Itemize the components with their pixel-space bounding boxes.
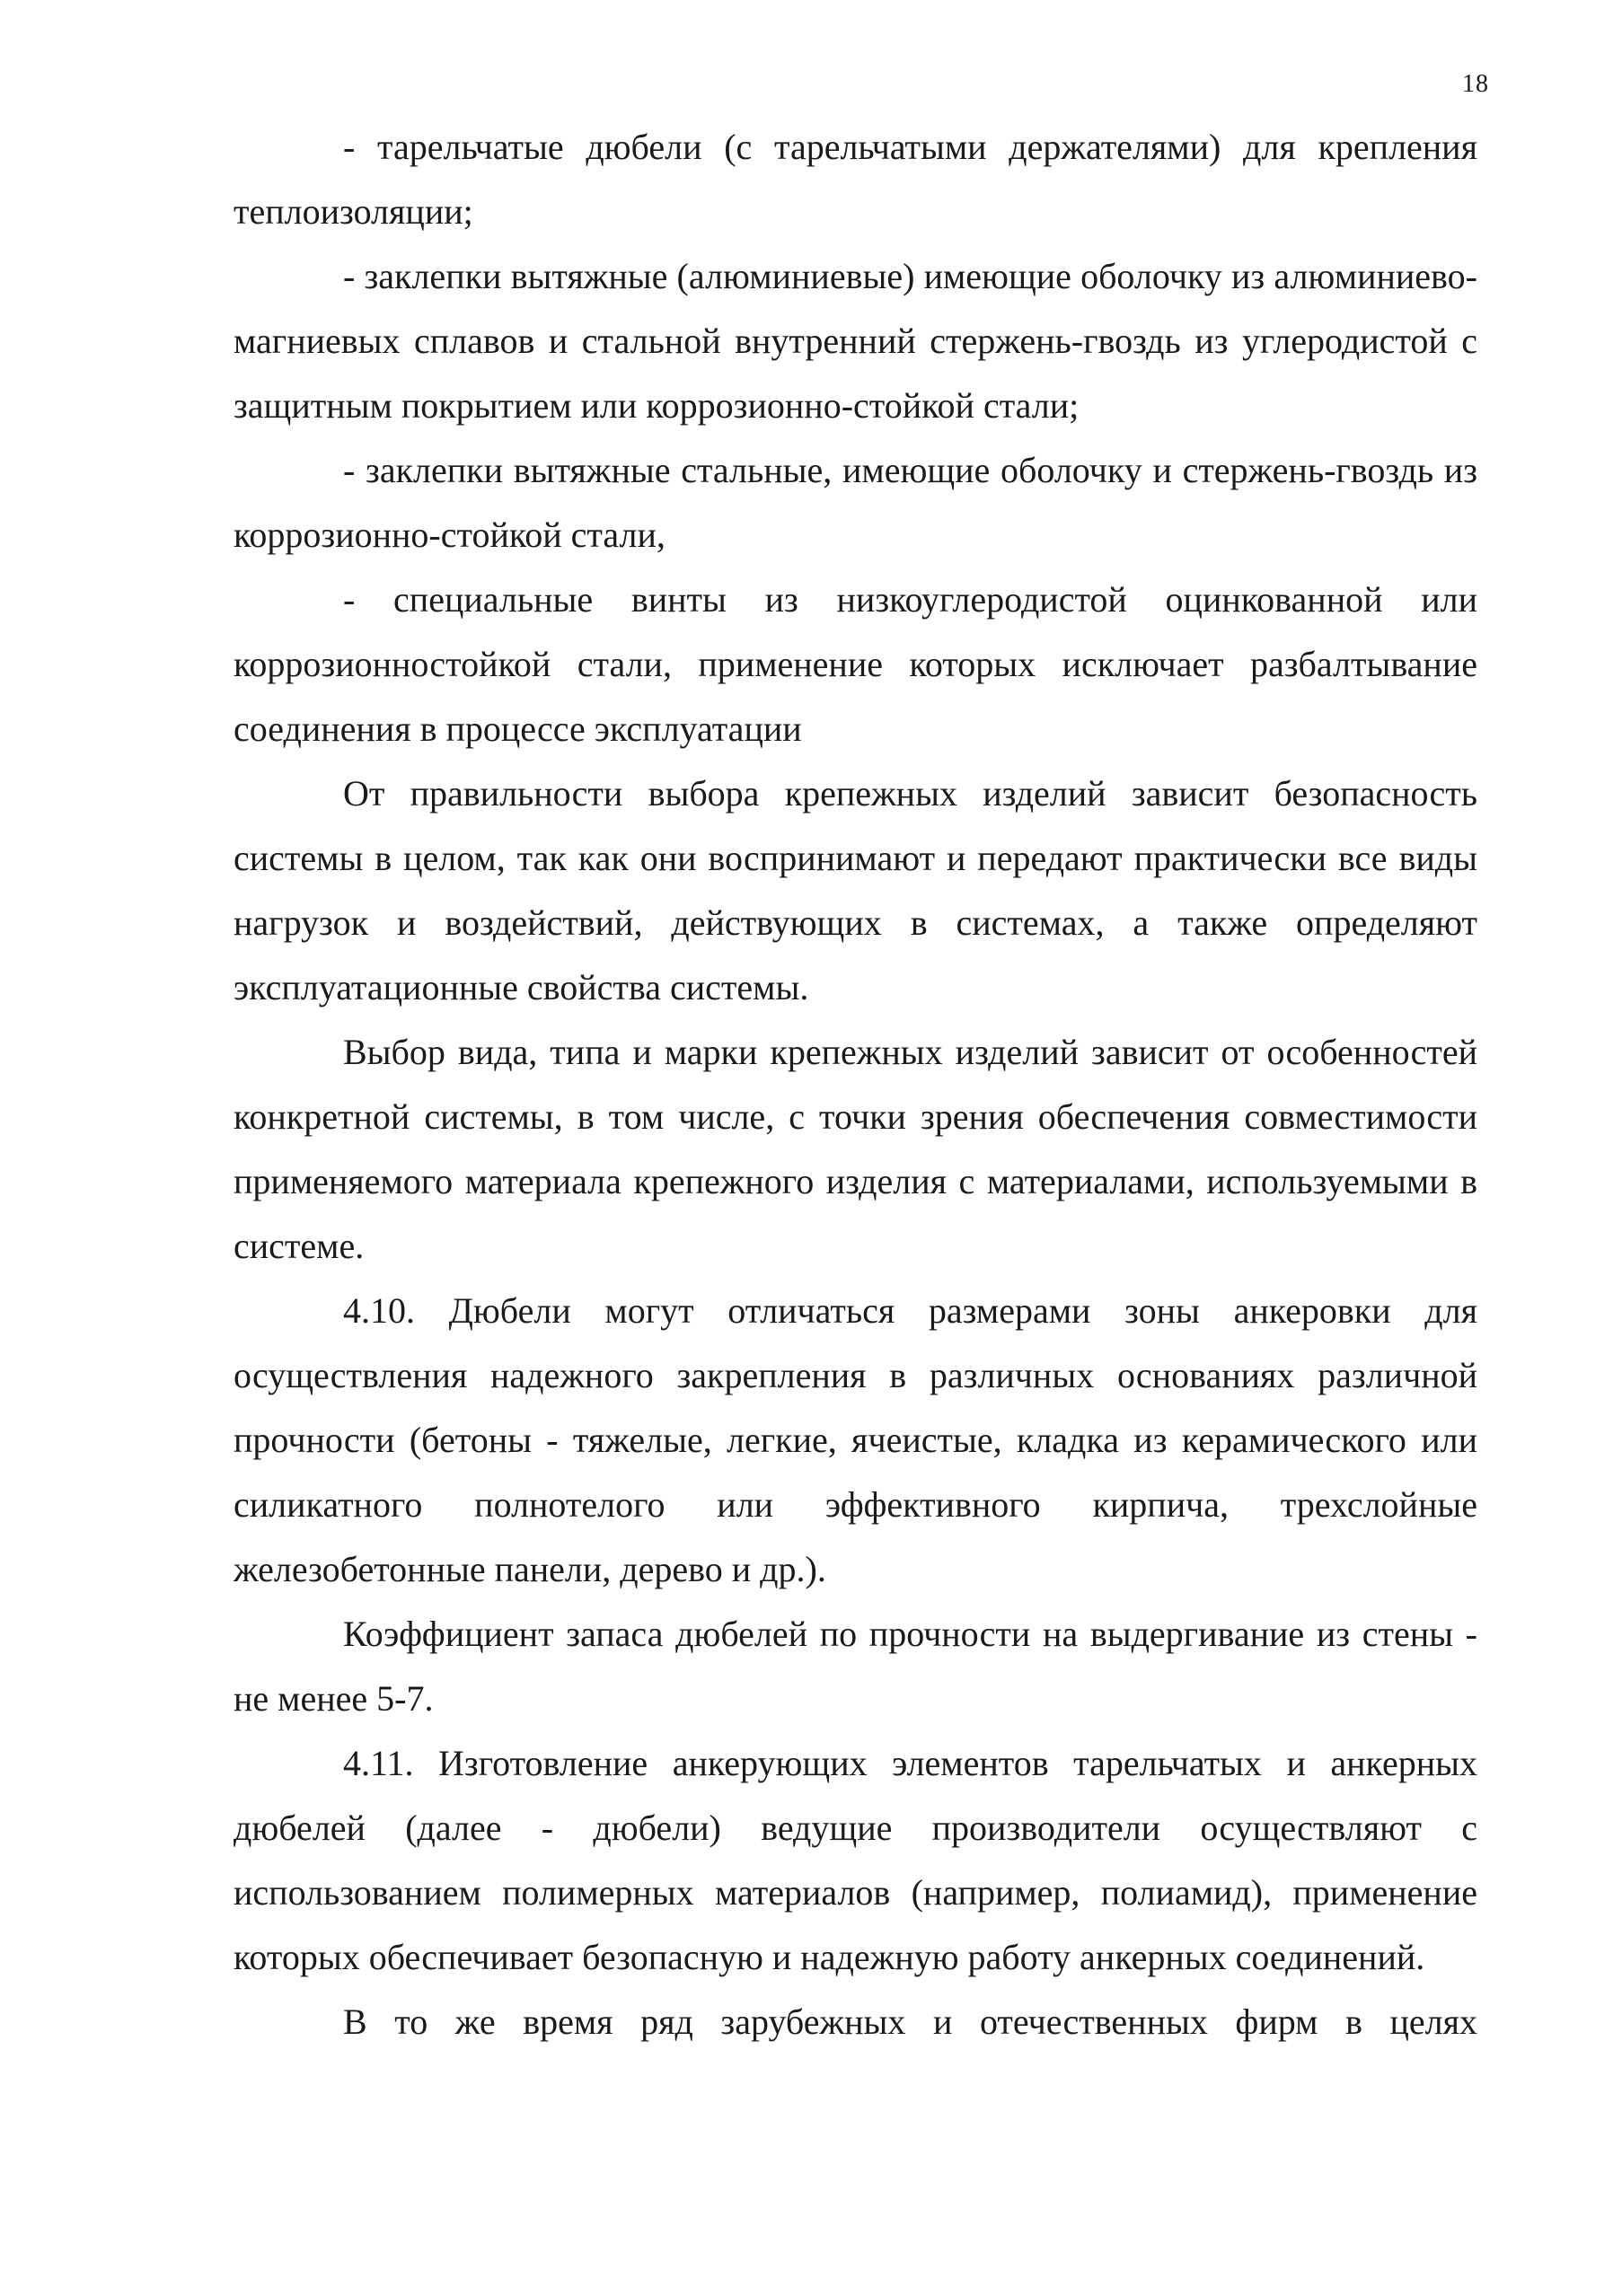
body-text: [234, 115, 1477, 2054]
paragraph-steel-rivets: - заклепки вытяжные стальные, имеющие оболочку и стержень-гвоздь из коррозионно-стойкой стали,: [234, 450, 1477, 555]
paragraph-section-4-11: 4.11. Изготовление анкерующих элементов тарельчатых и анкерных дюбелей (далее - дюбели) ведущие производители осуществляют с использованием полимерных материалов (например, полиамид), применение которых обеспечивает безопасную и надежную работу анкерных соединений.: [234, 1743, 1477, 1977]
paragraph-continuation: В то же время ряд зарубежных и отечественных фирм в целях: [343, 2001, 1477, 2042]
paragraph-dowels-insulation: - тарельчатые дюбели (с тарельчатыми держателями) для крепления теплоизоляции;: [234, 127, 1477, 232]
paragraph-special-screws: - специальные винты из низкоуглеродистой оцинкованной или коррозионностойкой стали, применение которых исключает разбалтывание соединения в процессе эксплуатации: [234, 579, 1477, 749]
page-number: 18: [1462, 70, 1489, 98]
paragraph-safety-factor: Коэффициент запаса дюбелей по прочности на выдергивание из стены - не менее 5-7.: [234, 1614, 1477, 1719]
paragraph-fastener-selection: Выбор вида, типа и марки крепежных изделий зависит от особенностей конкретной системы, в том числе, с точки зрения обеспечения совместимости применяемого материала крепежного изделия с материалами, используемыми в системе.: [234, 1032, 1477, 1266]
paragraph-aluminium-rivets: - заклепки вытяжные (алюминиевые) имеющие оболочку из алюминиево-магниевых сплавов и стальной внутренний стержень-гвоздь из углеродистой с защитным покрытием или коррозионно-стойкой стали;: [234, 256, 1477, 426]
paragraph-fastener-safety: От правильности выбора крепежных изделий зависит безопасность системы в целом, так как они воспринимают и передают практически все виды нагрузок и воздействий, действующих в системах, а также определяют эксплуатационные свойства системы.: [234, 773, 1477, 1007]
paragraph-section-4-10: 4.10. Дюбели могут отличаться размерами зоны анкеровки для осуществления надежного закрепления в различных основаниях различной прочности (бетоны - тяжелые, легкие, ячеистые, кладка из керамического или силикатного полнотелого или эффективного кирпича, трехслойные железобетонные панели, дерево и др.).: [234, 1290, 1477, 1589]
